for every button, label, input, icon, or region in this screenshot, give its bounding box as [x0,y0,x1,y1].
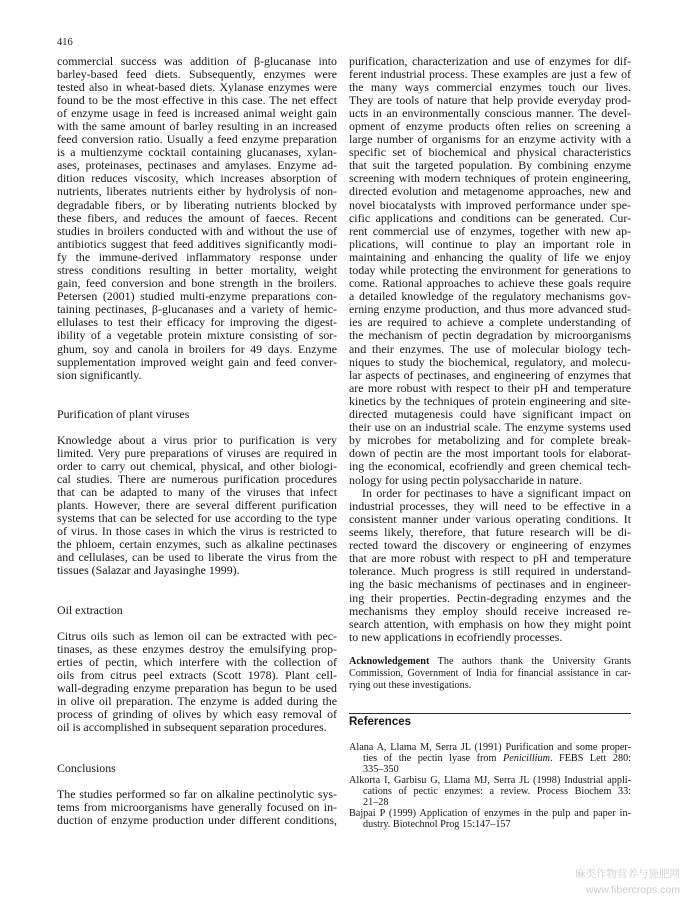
text-line: Petersen (2001) studied multi-enzyme preparations con- [57,289,337,304]
paragraph [57,630,337,735]
text-line: specific set of biochemical and physical characteristics [349,145,631,160]
text-line: Commission, Government of India for financial assistance in car- [349,667,631,679]
text-line: purification, characterization and use of enzymes for dif- [349,53,631,68]
text-line: feed conversion ratio. Usually a feed enzyme preparation [57,132,337,147]
text-line: ing the economical, ecofriendly and green chemical tech- [349,459,631,474]
text-line: rying out these investigations. [349,679,472,691]
text-line: sion significantly. [57,367,142,382]
text-line: wall-degrading enzyme preparation has begun to be used [57,680,337,695]
text-line: Bajpai P (1999) Application of enzymes in the pulp and paper in- [349,808,631,819]
paragraph [349,55,631,487]
text-line: plants. However, there are several different purification [57,497,337,512]
text-line: nology for using pectin polysaccharide in nature. [349,472,582,487]
text-line: nutrients, liberates nutrients either by hydrolysis of non- [57,184,337,199]
text-line: is a multienzyme cocktail containing glucanases, xylan- [57,145,337,160]
text-line: cations of pectic enzymes: a review. Process Biochem 33: [363,786,631,797]
page-number: 416 [57,37,73,48]
text-line: seems likely, therefore, that future research will be di- [349,525,631,540]
text-line: ing their properties. Pectin-degrading enzymes and the [349,590,631,605]
text-line: large number of organisms for an enzyme activity with a [349,132,631,147]
paragraph [349,487,631,644]
text-line: are more robust with respect to their pH and temperature [349,380,631,395]
text-line: that suit the targeted population. By combining enzyme [349,158,631,173]
reference-text: . FEBS Lett 280: [549,753,631,764]
text-line: process of grinding of olives by which easy removal of [57,707,337,722]
paragraph [57,55,337,382]
text-line: ies are required to achieve a complete understanding of [349,315,631,330]
text-line: They are tools of nature that help provide everyday prod- [349,92,631,107]
text-line: studies in broilers conducted with and without the use of [57,223,337,238]
text-line: degradable fibers, or by liberating nutrients blocked by [57,197,337,212]
text-line: a detailed knowledge of the regulatory mechanisms gov- [349,289,631,304]
text-line: rent commercial use of enzymes, together with new ap- [349,223,631,238]
reference-text: ties of the pectin lyase from [363,753,497,764]
text-line: mechanisms they employ should receive increased re- [349,603,631,618]
text-line: tissues (Salazar and Jayasinghe 1999). [57,563,240,578]
text-line: found to be the most effective in this case. The net effect [57,92,337,107]
text-line: systems that can be selected for use according to the type [57,511,337,526]
text-line: 335–350 [363,764,399,775]
text-line: tested also in wheat-based diets. Xylanase enzymes were [57,79,337,94]
text-line: to new applications in ecofriendly processes. [349,629,563,644]
text-line: ibility of a vegetable protein mixture consisting of sor- [57,328,337,343]
text-line: cal studies. There are numerous purification procedures [57,471,337,486]
text-line: screening with modern techniques of protein engineering, [349,171,631,186]
text-line: ing the basic mechanisms of pectinases and in engineer- [349,577,631,592]
text-line: directed mutagenesis could have significant impact on [349,407,631,422]
acknowledgement-text: The authors thank the University Grants [437,655,631,667]
text-line: plications, will continue to play an important role in [349,236,631,251]
text-line [349,656,631,668]
text-line: industrial processes, they will need to be effective in a [349,498,631,513]
text-line: duction of enzyme production under different conditions, [57,812,337,827]
text-line: these fibers, and reduces the amount of faeces. Recent [57,210,337,225]
text-line: fy the immune-derived inflammatory response under [57,249,337,264]
text-line: commercial success was addition of β-glucanase into [57,53,337,68]
text-line: Knowledge about a virus prior to purification is very [57,432,337,447]
text-line: opment of enzyme products often relies on screening a [349,118,631,133]
text-line [349,753,631,764]
section-heading: Oil extraction [57,602,123,617]
paragraph [57,788,337,827]
text-line: come. Rational approaches to achieve these goals require [349,276,631,291]
text-line: of virus. In those cases in which the virus is restricted to [57,524,337,539]
species-name: Penicillium [502,753,550,764]
text-line: with the same amount of barley resulting in an increased [57,118,337,133]
text-line: kinetics by the techniques of protein engineering and site- [349,393,631,408]
text-line: of enzyme usage in feed is increased animal weight gain [57,105,337,120]
text-line: ferent industrial process. These examples are just a few of [349,66,631,81]
reference-list [349,742,631,830]
text-line: taining pectinases, β-glucanases and a variety of hemic- [57,302,337,317]
text-line: tems from microorganisms have generally focused on in- [57,799,337,814]
text-line: stress conditions resulting in better mortality, weight [57,263,337,277]
text-line: dition reduces viscosity, which increases absorption of [57,171,337,186]
text-line: their use on an industrial scale. The enzyme systems used [349,420,631,435]
reference-entry [349,775,631,808]
text-line: order to carry out chemical, physical, and other biologi- [57,458,337,473]
text-line: down of pectin are the most important tools for elaborat- [349,446,631,461]
reference-entry [349,742,631,775]
text-line: Alana A, Llama M, Serra JL (1991) Purification and some proper- [349,742,631,753]
section-heading: Conclusions [57,760,116,775]
text-line: the mechanism of pectin degradation by microorganisms [349,328,631,343]
text-line: rected toward the discovery or engineering of enzymes [349,538,631,553]
text-line: 21–28 [363,797,389,808]
watermark-text: 麻类作物营养与施肥网 [575,868,680,880]
watermark-url: www.fibercrops.com [586,884,680,896]
text-line: oil is accomplished in subsequent separation procedures. [57,720,327,735]
text-line: the many ways commercial enzymes touch our lives. [349,79,631,94]
text-line: limited. Very pure preparations of viruses are required in [57,445,337,460]
text-line: niques to study the biochemical, regulatory, and molecu- [349,354,631,369]
text-line: maintaining and enhancing the quality of life we enjoy [349,249,631,264]
references-rule [349,713,631,714]
text-line: erties of pectin, which interfere with the collection of [57,654,337,669]
text-line: supplementation improved weight gain and feed conver- [57,354,337,369]
text-line: search attention, with emphasis on how they might point [349,616,631,631]
text-line: that are more robust with respect to pH and temperature [349,551,631,566]
references-heading: References [349,716,412,728]
text-line: antibiotics suggest that feed additives significantly modi- [57,236,337,251]
text-line: novel biocatalysts with improved performance under spe- [349,197,631,212]
text-line: tinases, as these enzymes destroy the emulsifying prop- [57,641,337,656]
text-line: the phloem, certain enzymes, such as alkaline pectinases [57,537,337,552]
text-line: ghum, soy and canola in broilers for 49 days. Enzyme [57,341,337,356]
text-line: The studies performed so far on alkaline pectinolytic sys- [57,786,337,801]
text-line: oils from citrus peel extracts (Scott 1978). Plant cell- [57,667,337,682]
text-line: by microbes for metabolizing and for complete break- [349,433,631,448]
section-heading: Purification of plant viruses [57,406,190,421]
acknowledgement-label: Acknowledgement [349,655,430,667]
text-line: consistent manner under various operating conditions. It [349,511,631,526]
text-line: that can be adapted to many of the viruses that infect [57,484,337,499]
text-line: cific applications and conditions can be generated. Cur- [349,210,631,225]
text-line: tolerance. Much progress is still required in understand- [349,564,631,579]
text-line: directed evolution and metagenome approaches, new and [349,184,631,199]
text-line: In order for pectinases to have a significant impact on [362,485,631,500]
reference-entry [349,808,631,830]
text-line: ellulases to test their efficacy for improving the digest- [57,315,337,330]
text-line: and cellulases, can be used to liberate the virus from the [57,550,337,565]
paragraph [57,434,337,578]
text-line: and their enzymes. The use of molecular biology tech- [349,341,631,356]
text-line: Alkorta I, Garbisu G, Llama MJ, Serra JL (1998) Industrial appli- [349,775,631,786]
text-line: erning enzyme production, and thus more advanced stud- [349,302,631,317]
text-line: gain, feed conversion and bone strength in the broilers. [57,276,337,291]
text-line: barley-based feed diets. Subsequently, enzymes were [57,66,337,81]
text-line: Citrus oils such as lemon oil can be extracted with pec- [57,628,337,643]
text-line: ases, proteinases, pectinases and amylases. Enzyme ad- [57,158,337,173]
text-line: in olive oil preparation. The enzyme is added during the [57,693,337,708]
text-line: dustry. Biotechnol Prog 15:147–157 [363,819,511,830]
text-line: lar aspects of pectinases, and engineering of enzymes that [349,367,631,382]
text-line: today while protecting the environment for generations to [349,263,631,277]
text-line: ucts in an environmentally conscious manner. The devel- [349,105,631,120]
acknowledgement [349,656,631,692]
